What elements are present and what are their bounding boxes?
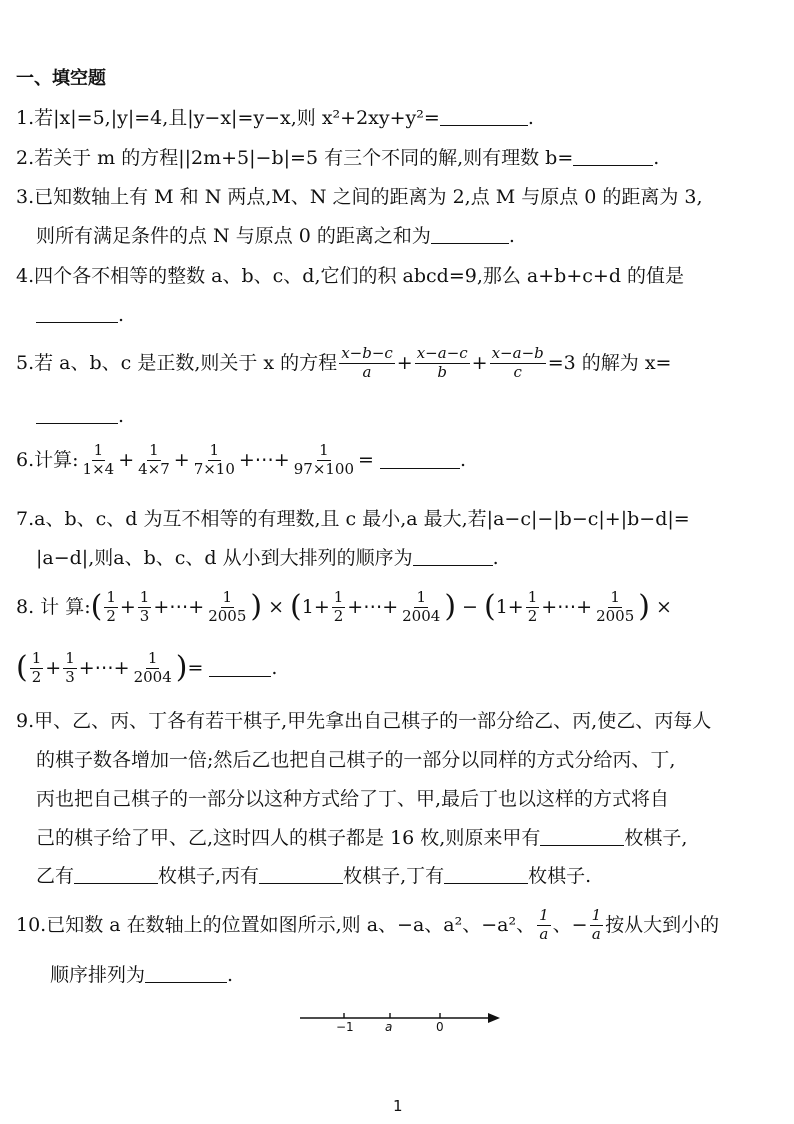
answer-blank-6[interactable] (380, 452, 460, 469)
question-9-line-2: 的棋子数各增加一倍;然后乙也把自己棋子的一部分以同样的方式分给丙、丁, (36, 749, 676, 771)
period: . (508, 225, 515, 247)
ellipsis: +⋯+ (238, 448, 290, 471)
answer-blank-4[interactable] (36, 306, 118, 323)
question-5-text: 5.若 a、b、c 是正数,则关于 x 的方程 (16, 351, 338, 374)
period: . (527, 107, 534, 129)
fraction: $\frac{1}{97\times 100}$ (293, 441, 355, 478)
period: . (227, 964, 234, 986)
period: . (118, 405, 125, 427)
question-6-text: 6.计算: (16, 448, 79, 471)
fraction: $\frac{x-a-b}{c}$ (491, 344, 544, 381)
answer-blank-2[interactable] (573, 149, 653, 166)
period: . (653, 147, 660, 169)
question-4-line-2 (36, 306, 124, 325)
question-7-text: |a−d|,则a、b、c、d 从小到大排列的顺序为 (36, 547, 413, 569)
period: . (459, 448, 466, 471)
question-2-text: 2.若关于 m 的方程||2m+5|−b|=5 有三个不同的解,则有理数 b= (16, 147, 574, 169)
page-number: 1 (393, 1097, 403, 1115)
question-7-line-1: 7.a、b、c、d 为互不相等的有理数,且 c 最小,a 最大,若|a−c|−|b−c|+|b−d|= (16, 508, 690, 530)
axis-label-zero: 0 (436, 1020, 444, 1034)
fraction: $\frac{x-b-c}{a}$ (341, 344, 393, 381)
question-1 (16, 109, 534, 128)
answer-blank-9b[interactable] (74, 867, 158, 884)
question-5: 5.若 a、b、c 是正数,则关于 x 的方程 $\frac{x-b-c}{a}$ + $\frac{x-a-c}{b}$ + $\frac{x-a-b}{c}$ =3 的解为 x= (16, 344, 672, 381)
question-10-text: 10.已知数 a 在数轴上的位置如图所示,则 a、−a、a²、−a²、 (16, 913, 536, 936)
arrow-head-icon (488, 1013, 500, 1023)
answer-blank-10[interactable] (145, 966, 227, 983)
answer-blank-7[interactable] (413, 549, 493, 566)
axis-label-a: a (385, 1020, 393, 1034)
answer-blank-9a[interactable] (540, 829, 624, 846)
question-8-text: 8. 计 算: (16, 595, 91, 618)
question-9-line-3: 丙也把自己棋子的一部分以这种方式给了丁、甲,最后丁也以这样的方式将自 (36, 788, 670, 810)
question-5-suffix: =3 的解为 x= (547, 351, 672, 374)
question-10: 10.已知数 a 在数轴上的位置如图所示,则 a、−a、a²、−a²、 $\frac{1}{a}$ 、− $\frac{1}{a}$ 按从大到小的 (16, 906, 720, 943)
answer-blank-8[interactable] (209, 660, 271, 677)
fraction: $\frac{1}{4\times 7}$ (138, 441, 170, 478)
fraction: $\frac{x-a-c}{b}$ (416, 344, 468, 381)
question-6: 6.计算: $\frac{1}{1\times 4}$ + $\frac{1}{4\times 7}$ + $\frac{1}{7\times 10}$ +⋯+ $\frac{1}{97\times 100}$ = . (16, 441, 466, 478)
question-9-line-1: 9.甲、乙、丙、丁各有若干棋子,甲先拿出自己棋子的一部分给乙、丙,使乙、丙每人 (16, 710, 712, 732)
answer-blank-3[interactable] (431, 227, 509, 244)
fraction: $\frac{1}{7\times 10}$ (193, 441, 235, 478)
period: . (271, 656, 278, 679)
question-2 (16, 149, 659, 168)
question-9-line-4: 己的棋子给了甲、乙,这时四人的棋子都是 16 枚,则原来甲有 枚棋子, (36, 827, 688, 849)
number-line (296, 1004, 506, 1044)
question-3-line-2 (36, 227, 515, 246)
question-9-line-5: 乙有 枚棋子,丙有 枚棋子,丁有 枚棋子. (36, 865, 592, 887)
question-3-text: 则所有满足条件的点 N 与原点 0 的距离之和为 (36, 225, 431, 247)
question-8-line-1: 8. 计 算: ( $\frac{1}{2}$ + $\frac{1}{3}$ +⋯+ $\frac{1}{2005}$ ) × ( 1 + $\frac{1}{2}$ +⋯+ $\frac{1}{2004}$ ) − ( 1 + $\frac{1}{2}$ +⋯+ $\frac{1}{2005}$ ) × (16, 588, 672, 625)
question-1-text: 1.若|x|=5,|y|=4,且|y−x|=y−x,则 x²+2xy+y²= (16, 107, 440, 129)
section-title: 一、填空题 (16, 68, 106, 89)
answer-blank-9c[interactable] (259, 867, 343, 884)
answer-blank-9d[interactable] (444, 867, 528, 884)
question-7-line-2 (36, 549, 499, 568)
answer-blank-5[interactable] (36, 407, 118, 424)
answer-blank-1[interactable] (440, 109, 528, 126)
question-4-line-1: 4.四个各不相等的整数 a、b、c、d,它们的积 abcd=9,那么 a+b+c+d 的值是 (16, 265, 685, 287)
period: . (492, 547, 499, 569)
fraction: $\frac{1}{1\times 4}$ (82, 441, 115, 478)
period: . (118, 304, 125, 326)
equals: = (358, 448, 374, 471)
question-8-line-2: ( $\frac{1}{2}$ + $\frac{1}{3}$ +⋯+ $\frac{1}{2004}$ ) = . (16, 649, 278, 686)
axis-label-minus-one: −1 (336, 1020, 354, 1034)
question-3-line-1: 3.已知数轴上有 M 和 N 两点,M、N 之间的距离为 2,点 M 与原点 0 的距离为 3, (16, 186, 703, 208)
question-10-line-2: 顺序排列为 . (50, 964, 234, 986)
question-5-line-2 (36, 407, 124, 426)
